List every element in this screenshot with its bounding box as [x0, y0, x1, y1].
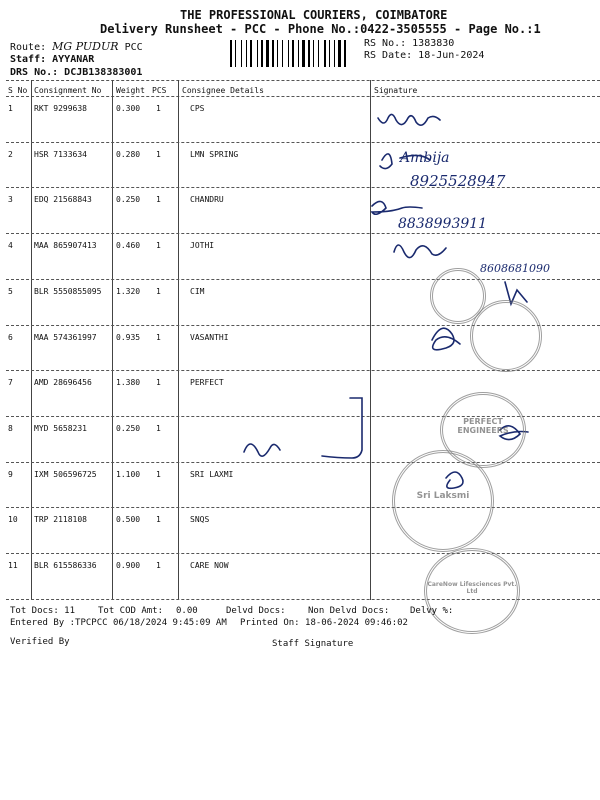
rs-date: RS Date: 18-Jun-2024: [364, 50, 485, 61]
cell-weight: 0.300: [116, 104, 141, 113]
cell-consignment: IXM 506596725: [34, 469, 97, 479]
cell-sno: 4: [8, 241, 13, 251]
cell-weight: 1.380: [116, 378, 141, 388]
cell-sno: 6: [8, 332, 13, 342]
col-header-consignment: Consignment No: [34, 86, 102, 95]
cell-consignee: CHANDRU: [190, 195, 224, 205]
cell-pcs: 1: [156, 286, 161, 296]
entered-by: Entered By :TPCPCC 06/18/2024 9:45:09 AM: [10, 618, 227, 628]
stamp-perfect-text: PERFECT ENGINEERS: [457, 417, 509, 435]
col-header-pcs: PCS: [152, 86, 167, 95]
stamp-seal-2: [470, 300, 542, 372]
cell-consignee: CIM: [190, 286, 205, 296]
cell-weight: 0.250: [116, 423, 141, 433]
cell-pcs: 1: [156, 561, 161, 570]
route-suffix: PCC: [124, 42, 143, 53]
cell-weight: 0.900: [116, 561, 141, 570]
handwriting-r2-phone: 8925528947: [410, 172, 506, 190]
col-header-sno: S No: [8, 86, 28, 95]
col-header-consignee: Consignee Details: [182, 86, 264, 95]
cell-pcs: 1: [156, 423, 161, 433]
cell-consignment: BLR 615586336: [34, 561, 97, 570]
drs-number: DRS No.: DCJB138383001: [10, 67, 143, 78]
stamp-laxmi: [392, 450, 494, 552]
cell-weight: 0.250: [116, 195, 141, 205]
stamp-carenow-text: CareNow Lifesciences Pvt. Ltd: [427, 581, 517, 595]
cell-weight: 0.935: [116, 332, 141, 342]
signature-3: [372, 201, 422, 214]
signature-1: [378, 114, 440, 125]
cell-consignment: MAA 574361997: [34, 332, 97, 342]
staff-signature: Staff Signature: [272, 639, 354, 649]
delvy-percent: Delvy %:: [410, 606, 454, 616]
non-delvd-docs: Non Delvd Docs:: [308, 606, 390, 616]
cell-consignment: TRP 2118108: [34, 515, 87, 525]
cell-weight: 0.280: [116, 149, 141, 159]
runsheet-title: Delivery Runsheet - PCC - Phone No.:0422-3505555 - Page No.:1: [100, 22, 541, 36]
stamp-carenow: [424, 548, 520, 634]
cell-pcs: 1: [156, 332, 161, 342]
stamp-laxmi-text: Sri Laksmi: [416, 491, 470, 501]
signature-8a: [244, 444, 280, 456]
signature-4: [394, 245, 446, 258]
cell-pcs: 1: [156, 104, 161, 113]
cell-consignment: BLR 5550855095: [34, 286, 102, 296]
cell-sno: 2: [8, 149, 13, 159]
cell-consignment: MYD 5658231: [34, 423, 87, 433]
route-label: Route:: [10, 42, 47, 53]
tot-cod-value: 0.00: [176, 606, 198, 616]
cell-weight: 1.100: [116, 469, 141, 479]
cell-consignee: PERFECT: [190, 378, 224, 388]
cell-sno: 7: [8, 378, 13, 388]
cell-pcs: 1: [156, 515, 161, 525]
cell-consignment: AMD 28696456: [34, 378, 92, 388]
col-header-signature: Signature: [374, 86, 418, 95]
rs-number: RS No.: 1383830: [364, 38, 455, 49]
cell-consignee: LMN SPRING: [190, 149, 239, 159]
cell-weight: 0.460: [116, 241, 141, 251]
verified-by: Verified By: [10, 637, 70, 647]
cell-pcs: 1: [156, 195, 161, 205]
cell-consignment: MAA 865907413: [34, 241, 97, 251]
handwriting-r2-name: Ambija: [400, 150, 450, 166]
cell-pcs: 1: [156, 241, 161, 251]
tot-docs: Tot Docs: 11: [10, 606, 76, 616]
printed-on: Printed On: 18-06-2024 09:46:02: [240, 618, 408, 628]
cell-consignment: EDQ 21568843: [34, 195, 92, 205]
cell-weight: 0.500: [116, 515, 141, 525]
cell-consignee: VASANTHI: [190, 332, 229, 342]
delvd-docs: Delvd Docs:: [226, 606, 286, 616]
handwriting-r4-phone: 8608681090: [480, 262, 550, 275]
cell-pcs: 1: [156, 469, 161, 479]
cell-sno: 5: [8, 286, 13, 296]
cell-consignee: CARE NOW: [190, 561, 229, 570]
cell-sno: 10: [8, 515, 18, 525]
signature-6: [432, 328, 460, 350]
cell-consignee: SRI LAXMI: [190, 469, 234, 479]
tot-cod-label: Tot COD Amt:: [98, 606, 164, 616]
cell-pcs: 1: [156, 378, 161, 388]
company-name: THE PROFESSIONAL COURIERS, COIMBATORE: [180, 8, 448, 22]
cell-weight: 1.320: [116, 286, 141, 296]
cell-sno: 3: [8, 195, 13, 205]
cell-consignee: JOTHI: [190, 241, 215, 251]
cell-sno: 8: [8, 423, 13, 433]
staff-name: Staff: AYYANAR: [10, 54, 95, 65]
cell-consignee: SNQS: [190, 515, 210, 525]
cell-sno: 11: [8, 561, 18, 570]
handwriting-r3-phone: 8838993911: [398, 216, 488, 232]
cell-consignment: HSR 7133634: [34, 149, 87, 159]
cell-consignee: CPS: [190, 104, 205, 113]
col-header-weight: Weight: [116, 86, 145, 95]
cell-consignment: RKT 9299638: [34, 104, 87, 113]
cell-sno: 9: [8, 469, 13, 479]
cell-pcs: 1: [156, 149, 161, 159]
signature-8b: [322, 398, 362, 458]
route-value: MG PUDUR: [52, 40, 119, 53]
cell-sno: 1: [8, 104, 13, 113]
